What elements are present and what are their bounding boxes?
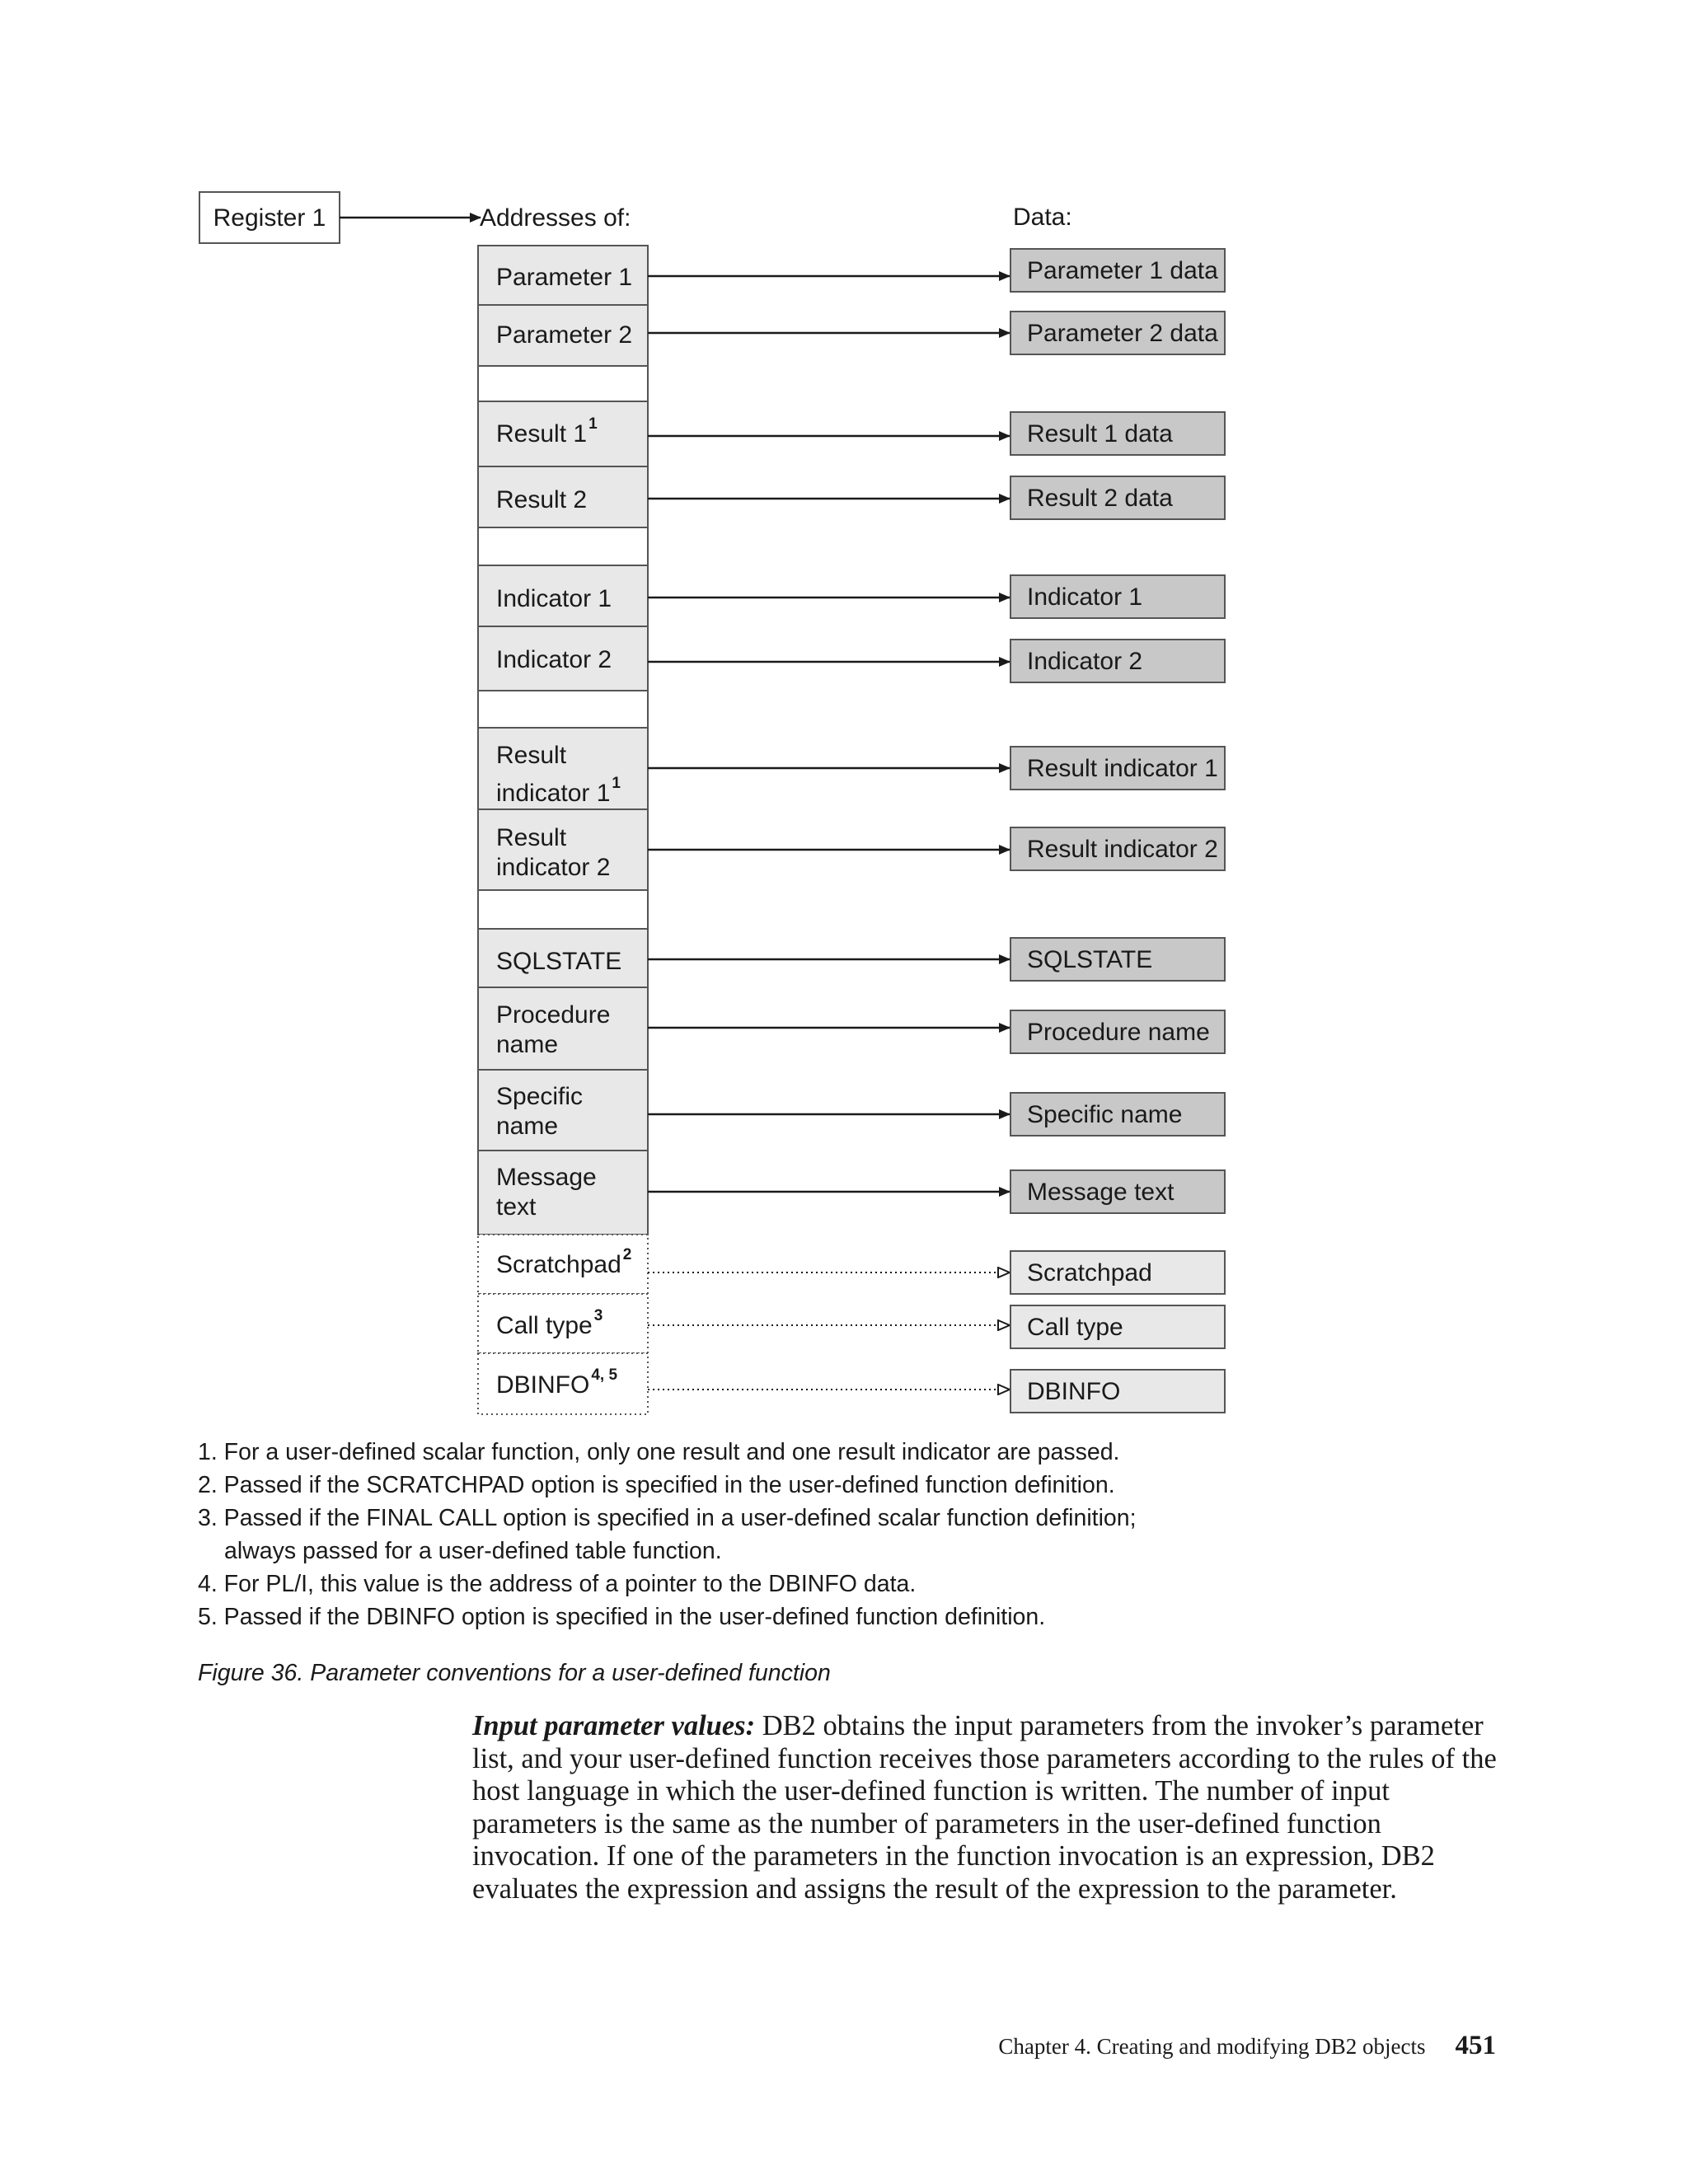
page-number: 451 xyxy=(1455,2031,1496,2060)
address-label: Message xyxy=(496,1164,597,1191)
figure-caption: Figure 36. Parameter conventions for a user-defined function xyxy=(198,1660,831,1686)
address-gap xyxy=(478,366,648,401)
data-label: Parameter 2 data xyxy=(1027,320,1218,347)
data-label: Indicator 1 xyxy=(1027,583,1143,611)
paragraph-text: DB2 obtains the input parameters from the invoker’s parameter list, and your user-defined function receives those parameters according to the rules of the host language in which the user-defined function is written. The number of input parameters is the same as the number of parameters in the user-defined function invocation. If one of the parameters in the function invocation is an expression, DB2 evaluates the expression and assigns the result of the expression to the parameter. xyxy=(472,1710,1497,1905)
register-box xyxy=(199,192,340,243)
footnote-ref: 1 xyxy=(588,415,598,433)
data-label: Message text xyxy=(1027,1179,1175,1206)
page-footer xyxy=(998,2031,1496,2061)
footer-chapter: Chapter 4. Creating and modifying DB2 objects xyxy=(998,2034,1426,2059)
footnotes xyxy=(198,1436,1517,1633)
address-label: Procedure xyxy=(496,1001,611,1029)
data-label: Call type xyxy=(1027,1314,1123,1341)
address-label: Scratchpad $^2$ xyxy=(496,1246,632,1278)
footnote-ref: 4, 5 xyxy=(591,1366,618,1384)
address-label: Specific xyxy=(496,1083,584,1110)
address-label: Result xyxy=(496,824,567,851)
footnote: 2. Passed if the SCRATCHPAD option is specified in the user-defined function definition. xyxy=(198,1472,1115,1498)
address-label: Result 1 $^1$ xyxy=(496,415,598,448)
address-gap xyxy=(478,691,648,728)
data-label: Result indicator 2 xyxy=(1027,836,1218,863)
data-label: Specific name xyxy=(1027,1101,1183,1128)
body-paragraph xyxy=(472,1710,1512,1905)
data-label: Result 1 data xyxy=(1027,420,1173,448)
footnote: 4. For PL/I, this value is the address of a pointer to the DBINFO data. xyxy=(198,1571,917,1597)
footnote-ref: 1 xyxy=(612,775,621,792)
data-label: Scratchpad xyxy=(1027,1259,1152,1286)
address-gap xyxy=(478,527,648,565)
data-label: Data: xyxy=(1013,204,1072,231)
register-label: Register 1 xyxy=(213,204,326,232)
address-gap xyxy=(478,890,648,929)
address-label: SQLSTATE xyxy=(496,948,622,975)
footnote: 5. Passed if the DBINFO option is specified in the user-defined function definition. xyxy=(198,1604,1046,1630)
addresses-label: Addresses of: xyxy=(480,204,631,232)
footnote-continuation: always passed for a user-defined table function. xyxy=(224,1538,722,1564)
address-label: Indicator 1 xyxy=(496,585,612,612)
address-label: Result xyxy=(496,742,567,769)
data-label: Result indicator 1 xyxy=(1027,755,1218,782)
address-label: Parameter 1 xyxy=(496,264,633,291)
footnote: 3. Passed if the FINAL CALL option is specified in a user-defined scalar function definition; xyxy=(198,1505,1137,1531)
footnote-ref: 3 xyxy=(593,1307,603,1324)
paragraph-lead: Input parameter values: xyxy=(472,1710,756,1741)
data-label: Result 2 data xyxy=(1027,485,1173,512)
address-label: indicator 1 $^1$ xyxy=(496,775,621,807)
address-label: Call type $^3$ xyxy=(496,1307,603,1339)
data-label: Indicator 2 xyxy=(1027,648,1143,675)
address-label: Result 2 xyxy=(496,486,588,513)
address-label: name xyxy=(496,1113,559,1140)
address-label: DBINFO $^{4, 5}$ xyxy=(496,1366,618,1399)
address-label: text xyxy=(496,1193,537,1221)
data-label: SQLSTATE xyxy=(1027,946,1153,973)
data-label: DBINFO xyxy=(1027,1378,1121,1405)
address-label: indicator 2 xyxy=(496,854,611,881)
data-label: Procedure name xyxy=(1027,1019,1210,1046)
address-label: Parameter 2 xyxy=(496,321,633,349)
address-label: name xyxy=(496,1031,559,1058)
footnote: 1. For a user-defined scalar function, only one result and one result indicator are passed. xyxy=(198,1439,1120,1465)
footnote-ref: 2 xyxy=(622,1246,632,1263)
data-label: Parameter 1 data xyxy=(1027,257,1218,284)
address-label: Indicator 2 xyxy=(496,646,612,673)
